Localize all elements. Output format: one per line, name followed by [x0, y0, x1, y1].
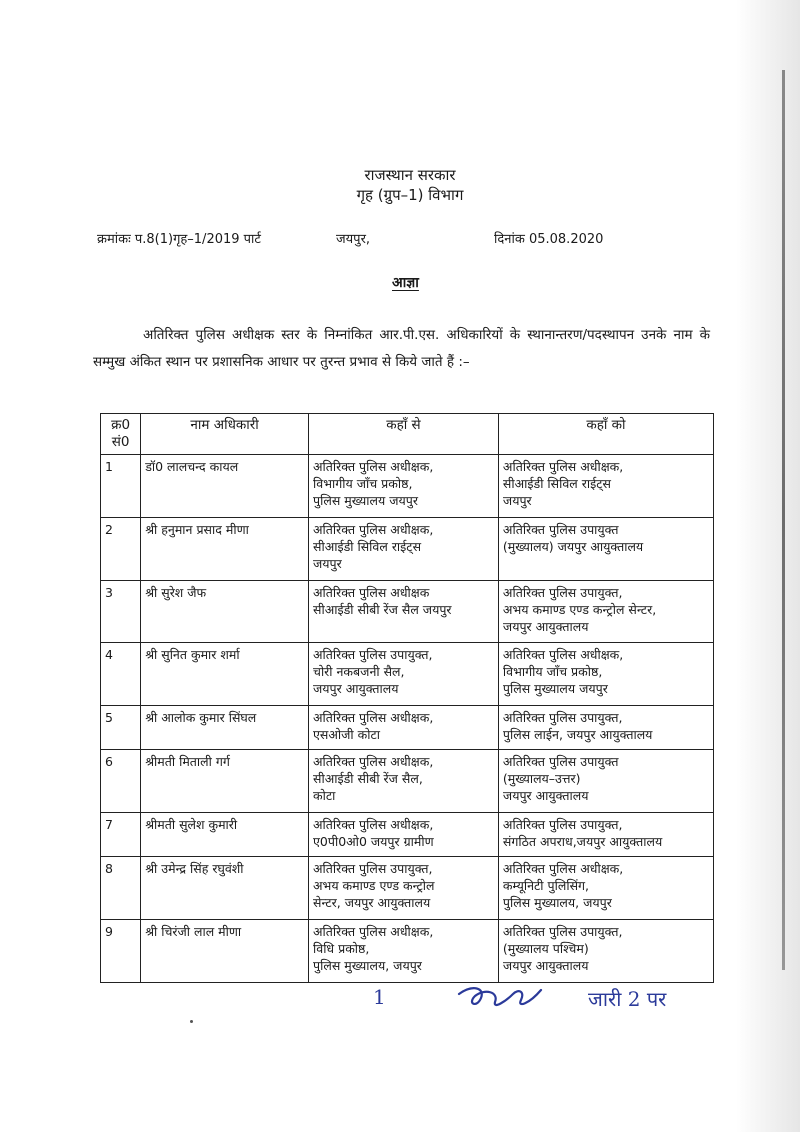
posting-from-line: अतिरिक्त पुलिस अधीक्षक, [313, 459, 434, 474]
serial-number: 5 [101, 706, 141, 750]
posting-to [498, 580, 713, 643]
posting-from-line: सेन्टर, जयपुर आयुक्तालय [313, 895, 431, 911]
posting-from-line: विधि प्रकोष्ठ, [313, 941, 370, 957]
serial-number: 9 [101, 920, 141, 983]
posting-to-line: जयपुर आयुक्तालय [502, 618, 589, 634]
page-number: 1 [373, 985, 386, 1009]
posting-to-line: पुलिस लाईन, जयपुर आयुक्तालय [502, 727, 653, 742]
posting-to-line: अतिरिक्त पुलिस उपायुक्त [502, 521, 619, 537]
table-header-row [101, 414, 714, 455]
officer-name: श्रीमती सुलेश कुमारी [141, 813, 309, 857]
table-row [101, 750, 714, 813]
header-serial-line1: क्र0 [111, 417, 131, 433]
serial-number: 3 [101, 580, 141, 643]
officer-name: डॉ0 लालचन्द कायल [141, 455, 309, 518]
table-row [101, 643, 714, 706]
serial-number: 1 [101, 455, 141, 518]
posting-from [309, 455, 499, 518]
posting-to-line: संगठित अपराध,जयपुर आयुक्तालय [502, 834, 663, 850]
posting-from-line: चोरी नकबजनी सैल, [313, 664, 405, 680]
posting-from-line: पुलिस मुख्यालय जयपुर [313, 493, 418, 508]
officer-name: श्री उमेन्द्र सिंह रघुवंशी [141, 857, 309, 920]
order-body-text: अतिरिक्त पुलिस अधीक्षक स्तर के निम्नांकित आर.पी.एस. अधिकारियों के स्थानान्तरण/पदस्थापन उनके नाम के सम्मुख अंकित स्थान पर प्रशासनिक आधार पर तुरन्त प्रभाव से किये जाते हैं :– [93, 327, 710, 370]
posting-from-line: सीआईडी सिविल राईट्स [313, 538, 422, 554]
posting-to [498, 706, 713, 750]
header-serial-line2: सं0 [111, 434, 130, 450]
serial-number: 4 [101, 643, 141, 706]
posting-from-line: अतिरिक्त पुलिस अधीक्षक [313, 584, 430, 600]
officer-name: श्री चिरंजी लाल मीणा [141, 920, 309, 983]
officer-name: श्रीमती मिताली गर्ग [141, 750, 309, 813]
posting-to-line: अतिरिक्त पुलिस उपायुक्त [502, 754, 619, 770]
table-row [101, 857, 714, 920]
posting-to-line: अतिरिक्त पुलिस अधीक्षक, [502, 647, 624, 663]
posting-from-line: अतिरिक्त पुलिस अधीक्षक, [313, 754, 434, 770]
officer-name: श्री आलोक कुमार सिंघल [141, 706, 309, 750]
document-title: आज्ञा [392, 275, 419, 291]
posting-to-line: (मुख्यालय पश्चिम) [502, 941, 589, 957]
posting-to [498, 643, 713, 706]
posting-from-line: ए0पी0ओ0 जयपुर ग्रामीण [313, 834, 434, 850]
posting-to-line: पुलिस मुख्यालय, जयपुर [502, 895, 612, 911]
posting-to-line: विभागीय जाँच प्रकोष्ठ, [502, 664, 603, 680]
posting-from [309, 750, 499, 813]
posting-to [498, 455, 713, 518]
posting-from-line: जयपुर [313, 555, 342, 571]
posting-to-line: अतिरिक्त पुलिस उपायुक्त, [502, 924, 623, 940]
table-row [101, 920, 714, 983]
posting-to-line: जयपुर आयुक्तालय [502, 788, 589, 804]
posting-to-line: सीआईडी सिविल राईट्स [502, 476, 611, 491]
serial-number: 6 [101, 750, 141, 813]
posting-to [498, 750, 713, 813]
posting-to-line: जयपुर [502, 493, 532, 508]
scan-edge-mark [782, 70, 785, 970]
posting-to-line: (मुख्यालय) जयपुर आयुक्तालय [502, 538, 644, 554]
posting-to-line: पुलिस मुख्यालय जयपुर [502, 681, 608, 697]
posting-from [309, 706, 499, 750]
posting-from-line: अतिरिक्त पुलिस अधीक्षक, [313, 521, 434, 537]
posting-from [309, 580, 499, 643]
table-row [101, 455, 714, 518]
serial-number: 2 [101, 517, 141, 580]
posting-from-line: अभय कमाण्ड एण्ड कन्ट्रोल [313, 878, 435, 894]
posting-from-line: विभागीय जाँच प्रकोष्ठ, [313, 476, 413, 491]
posting-from [309, 813, 499, 857]
table-row [101, 706, 714, 750]
posting-to-line: कम्यूनिटी पुलिसिंग, [502, 878, 590, 894]
order-place: जयपुर, [336, 232, 371, 247]
posting-from-line: अतिरिक्त पुलिस अधीक्षक, [313, 710, 434, 725]
officer-name: श्री हनुमान प्रसाद मीणा [141, 517, 309, 580]
posting-to [498, 920, 713, 983]
posting-to [498, 517, 713, 580]
posting-to-line: अतिरिक्त पुलिस अधीक्षक, [502, 459, 624, 474]
serial-number: 7 [101, 813, 141, 857]
posting-from [309, 857, 499, 920]
posting-from [309, 517, 499, 580]
serial-number: 8 [101, 857, 141, 920]
table-row [101, 580, 714, 643]
order-number: क्रमांकः प.8(1)गृह–1/2019 पार्ट [97, 232, 261, 247]
header-officer-name: नाम अधिकारी [141, 414, 309, 455]
posting-from-line: सीआईडी सीबी रेंज सैल जयपुर [313, 601, 452, 617]
table-row [101, 517, 714, 580]
transfer-table [100, 413, 714, 983]
posting-from-line: सीआईडी सीबी रेंज सैल, [313, 771, 423, 787]
posting-to-line: अतिरिक्त पुलिस उपायुक्त, [502, 817, 623, 833]
posting-from [309, 920, 499, 983]
table-row [101, 813, 714, 857]
officer-name: श्री सुरेश जैफ [141, 580, 309, 643]
header-from: कहाँ से [309, 414, 499, 455]
posting-from-line: एसओजी कोटा [313, 727, 381, 742]
posting-to [498, 813, 713, 857]
posting-from-line: अतिरिक्त पुलिस उपायुक्त, [313, 647, 433, 663]
posting-from-line: अतिरिक्त पुलिस अधीक्षक, [313, 924, 434, 940]
officer-name: श्री सुनित कुमार शर्मा [141, 643, 309, 706]
posting-to-line: अतिरिक्त पुलिस उपायुक्त, [502, 584, 623, 600]
posting-to-line: जयपुर आयुक्तालय [502, 958, 589, 974]
posting-to-line: (मुख्यालय–उत्तर) [502, 771, 581, 787]
posting-from-line: कोटा [313, 788, 336, 804]
posting-to-line: अतिरिक्त पुलिस उपायुक्त, [502, 710, 623, 725]
continued-on-page-note: जारी 2 पर [588, 987, 667, 1011]
posting-to [498, 857, 713, 920]
posting-from-line: पुलिस मुख्यालय, जयपुर [313, 958, 422, 974]
posting-from-line: अतिरिक्त पुलिस उपायुक्त, [313, 861, 433, 877]
posting-to-line: अतिरिक्त पुलिस अधीक्षक, [502, 861, 624, 877]
posting-to-line: अभय कमाण्ड एण्ड कन्ट्रोल सेन्टर, [502, 601, 657, 617]
posting-from [309, 643, 499, 706]
government-name: राजस्थान सरकार [364, 166, 456, 184]
posting-from-line: जयपुर आयुक्तालय [313, 681, 399, 697]
header-serial [101, 414, 141, 455]
department-name: गृह (ग्रुप–1) विभाग [356, 186, 464, 204]
posting-from-line: अतिरिक्त पुलिस अधीक्षक, [313, 817, 434, 833]
scan-speck [190, 1020, 193, 1023]
header-to: कहाँ को [498, 414, 713, 455]
handwritten-initials-signature [455, 980, 545, 1016]
order-date: दिनांक 05.08.2020 [494, 232, 604, 247]
